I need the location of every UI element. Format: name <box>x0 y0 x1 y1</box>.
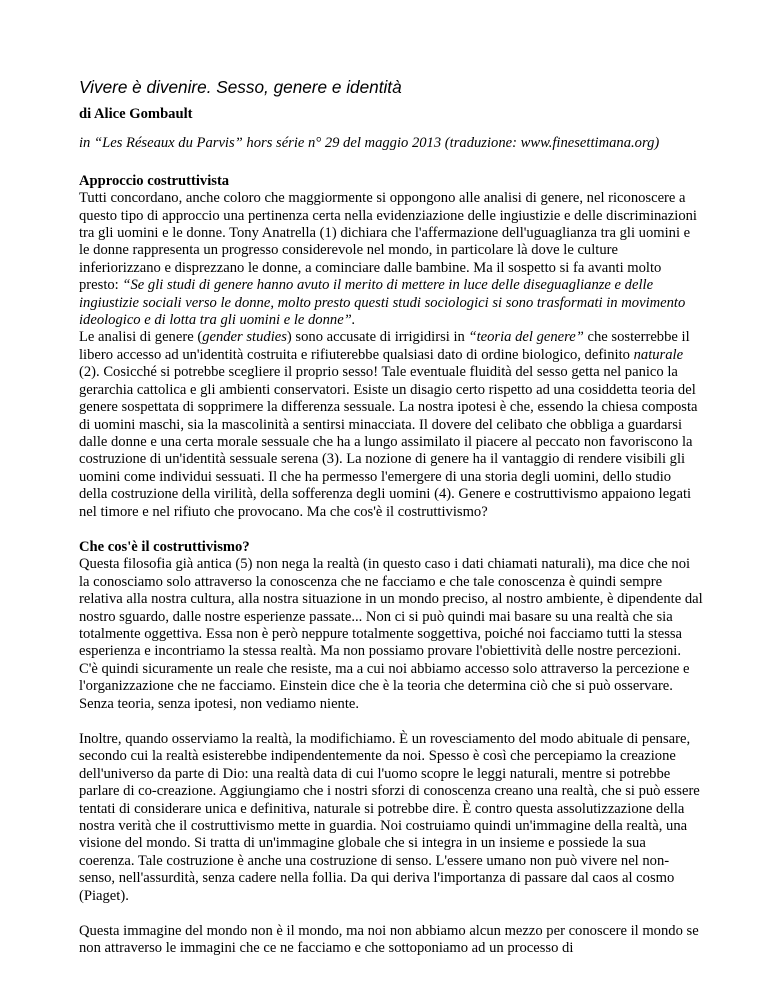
section-heading-costruttivismo: Che cos'è il costruttivismo? <box>79 538 250 555</box>
emphasis-text: naturale <box>633 346 684 363</box>
paragraph <box>79 329 703 520</box>
paragraph-text: ) sono accusate di irrigidirsi in <box>286 329 469 346</box>
section-heading-approccio: Approccio costruttivista <box>79 172 230 189</box>
quote-text: “Se gli studi di genere hanno avuto il merito di mettere in luce delle diseguaglianze e delle ingiustizie sociali verso le donne, molto presto questi studi sociologici si sono trasformati in movimento ideologico e di lotta tra gli uomini e le donne”. <box>79 277 686 329</box>
paragraph-text: Tutti concordano, anche coloro che maggiormente si oppongono alle analisi di genere, nel riconoscere a questo tipo di approccio una pertinenza certa nella evidenziazione delle ingiustizie e delle discriminazioni tra gli uomini e le donne. Tony Anatrella (1) dichiara che l'affermazione dell'uguaglianza tra gli uomini e le donne rappresenta un progresso considerevole nel mondo, in particolare là dove le culture inferiorizzano e disprezzano le donne, a cominciare dalle bambine. Ma il sospetto si fa avanti molto presto: <box>79 190 697 294</box>
paragraph: Questa filosofia già antica (5) non nega la realtà (in questo caso i dati chiamati naturali), ma dice che noi la conosciamo solo attraverso la conoscenza che ne facciamo e che tale conoscenza è quindi sempre relativa alla nostra cultura, alla nostra situazione in un mondo preciso, al nostro ambiente, è dipendente dal nostro sguardo, dalle nostre esperienze passate... Non ci si può quindi mai basare su una realtà che sia totalmente oggettiva. Essa non è però neppure totalmente soggettiva, poiché noi facciamo tutti la stessa esperienza e incontriamo la stessa realtà. Ma non possiamo provare l'obiettività delle nostre percezioni. C'è quindi sicuramente un reale che resiste, ma a cui noi abbiamo accesso solo attraverso la percezione e l'organizzazione che ne facciamo. Einstein dice che è la teoria che determina ciò che si può osservare. Senza teoria, senza ipotesi, non vediamo niente. <box>79 556 703 712</box>
article-source: in “Les Réseaux du Parvis” hors série n° 29 del maggio 2013 (traduzione: www.finesettimana.org) <box>79 135 660 152</box>
paragraph-text: che sosterrebbe il libero accesso ad un'identità costruita e rifiuterebbe qualsiasi dato di ordine biologico, definito <box>79 329 690 363</box>
paragraph <box>79 190 703 329</box>
article-title: Vivere è divenire. Sesso, genere e identità <box>79 77 402 97</box>
emphasis-text: “teoria del genere” <box>468 329 584 346</box>
paragraph-text: (2). Cosicché si potrebbe scegliere il proprio sesso! Tale eventuale fluidità del sesso getta nel panico la gerarchia cattolica e gli ambienti conservatori. Esiste un disagio certo rispetto ad una cosiddetta teoria del genere sospettata di sopprimere la differenza sessuale. La nostra ipotesi è che, essendo la chiesa composta di uomini maschi, sia la mascolinità a sentirsi minacciata. Il dovere del celibato che obbliga a guardarsi dalle donne e una certa morale sessuale che ha a lungo assimilato il piacere al peccato non favoriscono la costruzione di un'identità sessuale serena (3). La nozione di genere ha il vantaggio di rendere visibili gli uomini come individui sessuati. Il che ha permesso l'emergere di una storia degli uomini, dello studio della costruzione della virilità, della sofferenza degli uomini (4). Genere e costruttivismo appaiono legati nel timore e nel rifiuto che provocano. Ma che cos'è il costruttivismo? <box>79 364 698 520</box>
paragraph: Inoltre, quando osserviamo la realtà, la modifichiamo. È un rovesciamento del modo abituale di pensare, secondo cui la realtà esisterebbe indipendentemente da noi. Spesso è così che percepiamo la creazione dell'universo da parte di Dio: una realtà data di cui l'uomo scopre le leggi naturali, mentre si potrebbe parlare di co-creazione. Aggiungiamo che i nostri sforzi di conoscenza creano una realtà, che si può essere tentati di considerare unica e definitiva, naturale si potrebbe dire. È contro questa assolutizzazione della nostra verità che il costruttivismo mette in guardia. Noi costruiamo quindi un'immagine della realtà, una visione del mondo. Si tratta di un'immagine globale che si integra in un insieme e possiede la sua coerenza. Tale costruzione è anche una costruzione di senso. L'essere umano non può vivere nel non-senso, nell'assurdità, senza cadere nella follia. Da qui deriva l'importanza di passare dal caos al cosmo (Piaget). <box>79 731 700 904</box>
emphasis-text: gender studies <box>202 329 287 346</box>
article-author: di Alice Gombault <box>79 106 193 122</box>
paragraph: Questa immagine del mondo non è il mondo, ma noi non abbiamo alcun mezzo per conoscere il mondo se non attraverso le immagini che ce ne facciamo e che sottoponiamo ad un processo di <box>79 923 699 957</box>
paragraph-text: Le analisi di genere ( <box>79 329 203 346</box>
document-page <box>79 76 703 958</box>
